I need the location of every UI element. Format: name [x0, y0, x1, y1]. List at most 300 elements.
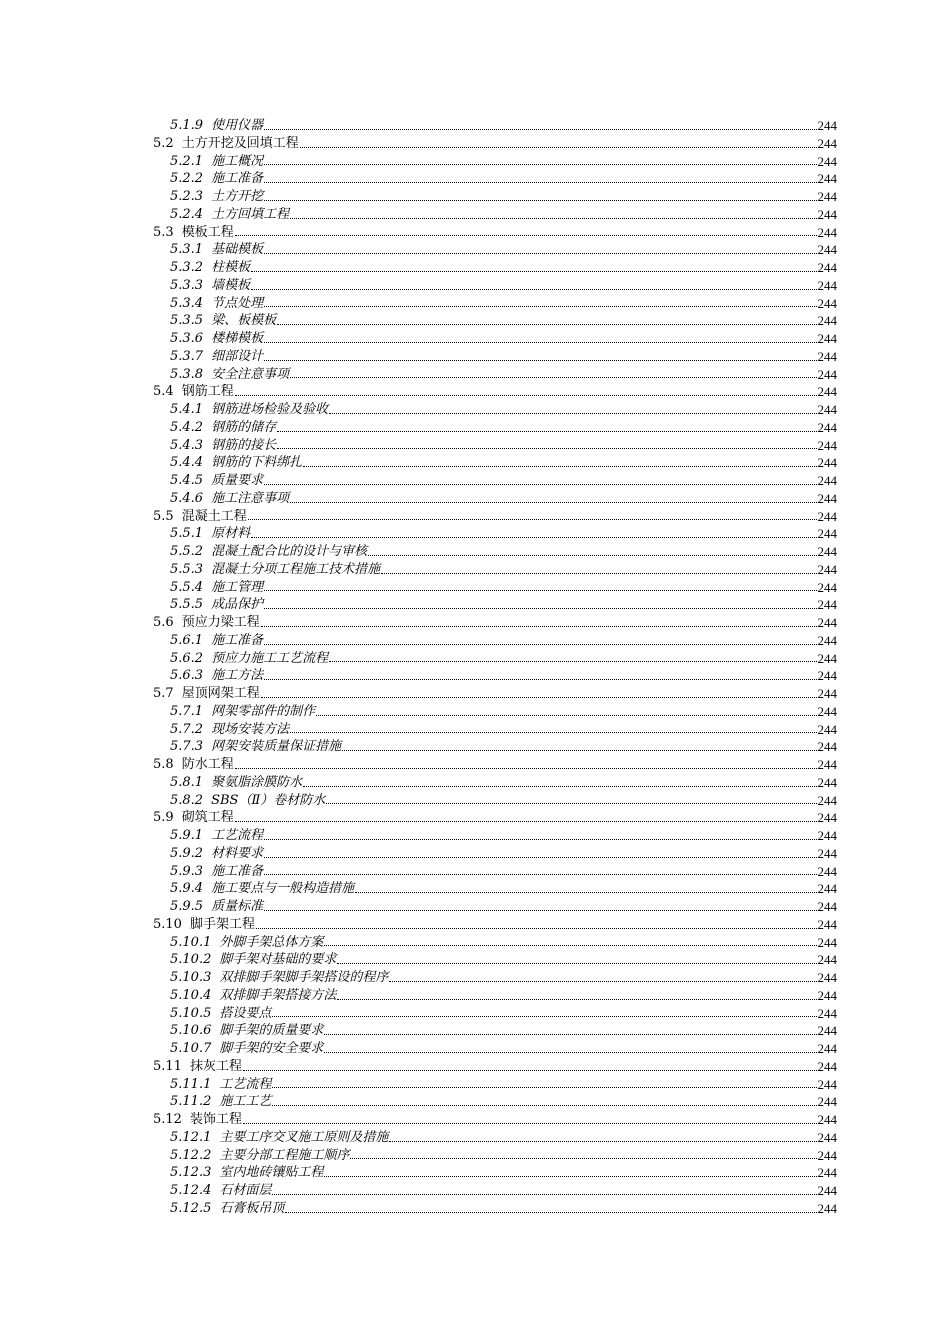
toc-entry-page: 244: [817, 277, 837, 293]
toc-entry-page: 244: [817, 242, 837, 258]
toc-entry[interactable]: [153, 508, 837, 526]
toc-entry-title: 施工管理: [211, 579, 264, 595]
toc-entry-title: 砌筑工程: [181, 810, 234, 826]
toc-entry-title: 石材面层: [219, 1183, 272, 1198]
toc-entry[interactable]: [153, 490, 837, 508]
toc-entry-number: 5.5.5: [170, 597, 204, 613]
dot-leader: [303, 786, 816, 787]
toc-entry[interactable]: [153, 224, 837, 242]
dot-leader: [285, 1212, 816, 1213]
toc-entry[interactable]: [153, 632, 837, 650]
toc-entry-page: 244: [817, 331, 837, 346]
dot-leader: [264, 253, 816, 254]
dot-leader: [324, 1052, 816, 1053]
toc-entry-title: 脚手架工程: [189, 916, 255, 932]
dot-leader: [272, 1087, 816, 1088]
toc-entry-title: 搭设要点: [219, 1005, 272, 1021]
toc-entry[interactable]: [153, 827, 837, 845]
toc-entry[interactable]: [153, 1147, 837, 1165]
toc-entry[interactable]: [153, 1005, 837, 1023]
toc-entry[interactable]: [153, 383, 837, 401]
toc-entry-number: 5.10.3: [170, 970, 212, 985]
toc-entry-page: 244: [817, 1165, 837, 1181]
toc-entry-number: 5.10.5: [170, 1005, 212, 1021]
dot-leader: [235, 235, 817, 236]
toc-entry-title: 现场安装方法: [211, 721, 290, 737]
toc-entry-page: 244: [817, 1094, 837, 1110]
toc-entry-title: SBS（Ⅱ）卷材防水: [211, 792, 326, 808]
toc-entry-page: 244: [817, 1058, 837, 1074]
toc-entry-page: 244: [817, 632, 837, 648]
dot-leader: [381, 573, 816, 574]
toc-entry-title: 脚手架的质量要求: [219, 1023, 324, 1039]
dot-leader: [290, 732, 816, 733]
toc-entry-page: 244: [817, 668, 837, 684]
toc-entry[interactable]: [153, 685, 837, 703]
toc-entry-title: 聚氨脂涂膜防水: [211, 774, 303, 790]
toc-entry[interactable]: [153, 454, 837, 472]
toc-entry-page: 244: [817, 721, 837, 737]
toc-entry-page: 244: [817, 366, 837, 382]
dot-leader: [264, 342, 816, 343]
dot-leader: [368, 555, 816, 556]
dot-leader: [342, 750, 816, 751]
toc-entry-number: 5.3.7: [170, 348, 204, 364]
toc-entry-title: 工艺流程: [211, 828, 264, 843]
toc-entry[interactable]: [153, 543, 837, 561]
toc-entry-title: 混凝土配合比的设计与审核: [211, 544, 368, 559]
dot-leader: [290, 502, 816, 503]
toc-entry-title: 土方开挖: [211, 189, 264, 204]
toc-entry-page: 244: [817, 952, 837, 968]
toc-entry-number: 5.6.3: [170, 668, 204, 684]
toc-entry-title: 施工准备: [211, 863, 264, 879]
toc-entry-number: 5.9.1: [170, 828, 204, 843]
dot-leader: [256, 928, 817, 929]
toc-entry-title: 装饰工程: [189, 1112, 242, 1127]
dot-leader: [329, 413, 816, 414]
dot-leader: [277, 448, 816, 449]
dot-leader: [264, 590, 816, 591]
toc-entry[interactable]: [153, 437, 837, 455]
toc-entry-number: 5.6.2: [170, 650, 204, 666]
dot-leader: [337, 999, 816, 1000]
toc-entry-title: 混凝土分项工程施工技术措施: [211, 561, 381, 577]
toc-entry-title: 防水工程: [181, 757, 234, 772]
toc-entry-page: 244: [817, 171, 837, 187]
toc-entry-number: 5.3.6: [170, 331, 204, 346]
toc-entry[interactable]: [153, 845, 837, 863]
dot-leader: [316, 715, 816, 716]
toc-entry-page: 244: [817, 597, 837, 613]
toc-entry[interactable]: [153, 295, 837, 313]
dot-leader: [251, 537, 816, 538]
toc-entry-number: 5.7: [153, 686, 174, 701]
toc-entry-page: 244: [817, 384, 837, 400]
toc-entry-title: 原材料: [211, 526, 251, 542]
toc-entry-number: 5.3.8: [170, 366, 204, 382]
toc-entry-page: 244: [817, 437, 837, 453]
toc-entry[interactable]: [153, 277, 837, 295]
toc-entry[interactable]: [153, 561, 837, 579]
toc-entry-page: 244: [817, 810, 837, 826]
dot-leader: [235, 395, 817, 396]
dot-leader: [324, 1034, 816, 1035]
toc-entry-number: 5.11.2: [170, 1094, 212, 1110]
toc-entry[interactable]: [153, 525, 837, 543]
dot-leader: [264, 164, 816, 165]
toc-entry-page: 244: [817, 348, 837, 364]
toc-entry-number: 5.11.1: [170, 1076, 212, 1092]
toc-entry-page: 244: [817, 508, 837, 524]
dot-leader: [277, 324, 816, 325]
toc-entry-number: 5.3.4: [170, 295, 204, 311]
toc-entry-number: 5.6.1: [170, 632, 204, 648]
toc-entry[interactable]: [153, 579, 837, 597]
toc-entry-number: 5.7.2: [170, 721, 204, 737]
dot-leader: [264, 839, 816, 840]
toc-entry-title: 钢筋的接长: [211, 437, 277, 453]
dot-leader: [264, 484, 816, 485]
toc-entry-number: 5.4.3: [170, 437, 204, 453]
toc-entry-page: 244: [817, 1005, 837, 1021]
toc-entry-title: 双排脚手架脚手架搭设的程序: [219, 970, 389, 985]
toc-entry-title: 施工方法: [211, 668, 264, 684]
toc-entry[interactable]: [153, 880, 837, 898]
toc-entry[interactable]: [153, 206, 837, 224]
dot-leader: [261, 697, 817, 698]
toc-entry[interactable]: [153, 259, 837, 277]
toc-entry[interactable]: [153, 1111, 837, 1129]
toc-entry-number: 5.1.9: [170, 118, 204, 133]
toc-entry-page: 244: [817, 774, 837, 790]
toc-entry-number: 5.8.1: [170, 774, 204, 790]
toc-entry-title: 预应力施工工艺流程: [211, 650, 329, 666]
toc-entry-number: 5.7.3: [170, 739, 204, 755]
toc-entry[interactable]: [153, 703, 837, 721]
toc-entry-number: 5.5.3: [170, 561, 204, 577]
dot-leader: [355, 892, 816, 893]
toc-entry-page: 244: [817, 881, 837, 897]
toc-entry-number: 5.12: [153, 1112, 182, 1127]
toc-entry[interactable]: [153, 1129, 837, 1147]
toc-entry-title: 双排脚手架搭接方法: [219, 987, 337, 1003]
toc-entry-title: 抹灰工程: [189, 1058, 242, 1074]
toc-entry[interactable]: [153, 1022, 837, 1040]
toc-entry-title: 楼梯模板: [211, 331, 264, 346]
toc-entry-number: 5.4.4: [170, 455, 204, 471]
toc-entry-title: 施工准备: [211, 171, 264, 187]
toc-entry-page: 244: [817, 987, 837, 1003]
toc-entry[interactable]: [153, 330, 837, 348]
toc-entry[interactable]: [153, 934, 837, 952]
toc-entry-title: 外脚手架总体方案: [219, 934, 324, 950]
toc-entry-number: 5.5.4: [170, 579, 204, 595]
dot-leader: [264, 679, 816, 680]
dot-leader: [264, 608, 816, 609]
toc-entry-page: 244: [817, 1183, 837, 1198]
toc-entry[interactable]: [153, 969, 837, 987]
toc-entry-page: 244: [817, 490, 837, 506]
toc-entry-title: 使用仪器: [211, 118, 264, 133]
toc-entry-title: 土方开挖及回填工程: [181, 135, 299, 151]
toc-entry-title: 钢筋工程: [181, 384, 234, 400]
toc-entry-number: 5.4: [153, 384, 174, 400]
toc-entry-number: 5.5.1: [170, 526, 204, 542]
toc-entry-number: 5.12.2: [170, 1147, 212, 1163]
dot-leader: [235, 768, 817, 769]
toc-entry-title: 屋顶网架工程: [181, 686, 260, 701]
toc-entry-page: 244: [817, 561, 837, 577]
toc-entry-title: 脚手架对基础的要求: [219, 952, 337, 968]
toc-entry[interactable]: [153, 898, 837, 916]
dot-leader: [251, 271, 816, 272]
toc-entry-page: 244: [817, 916, 837, 932]
toc-entry[interactable]: [153, 1076, 837, 1094]
toc-entry[interactable]: [153, 366, 837, 384]
toc-entry[interactable]: [153, 1164, 837, 1182]
toc-entry-title: 安全注意事项: [211, 366, 290, 382]
dot-leader: [264, 874, 816, 875]
toc-entry-number: 5.12.3: [170, 1165, 212, 1181]
toc-entry-number: 5.3.5: [170, 313, 204, 329]
toc-entry-number: 5.12.4: [170, 1183, 212, 1198]
toc-entry-number: 5.3.2: [170, 260, 204, 275]
toc-entry-number: 5.3.1: [170, 242, 204, 258]
toc-entry-number: 5.9.2: [170, 845, 204, 861]
dot-leader: [272, 1105, 816, 1106]
dot-leader: [272, 1194, 816, 1195]
toc-entry[interactable]: [153, 1040, 837, 1058]
toc-entry-number: 5.2: [153, 135, 174, 151]
toc-entry-page: 244: [817, 419, 837, 435]
toc-entry-page: 244: [817, 295, 837, 311]
toc-entry-title: 预应力梁工程: [181, 615, 260, 630]
toc-entry-title: 脚手架的安全要求: [219, 1041, 324, 1056]
toc-entry[interactable]: [153, 135, 837, 153]
toc-entry-page: 244: [817, 206, 837, 222]
toc-entry[interactable]: [153, 188, 837, 206]
toc-entry-page: 244: [817, 1076, 837, 1092]
toc-entry-title: 主要分部工程施工顺序: [219, 1147, 350, 1163]
toc-entry[interactable]: [153, 756, 837, 774]
toc-entry-page: 244: [817, 1023, 837, 1039]
toc-entry[interactable]: [153, 721, 837, 739]
toc-entry[interactable]: [153, 1093, 837, 1111]
toc-entry-page: 244: [817, 757, 837, 772]
toc-entry-number: 5.2.4: [170, 206, 204, 222]
toc-entry-number: 5.2.3: [170, 189, 204, 204]
toc-entry-title: 质量要求: [211, 473, 264, 488]
toc-entry-page: 244: [817, 845, 837, 861]
toc-entry-page: 244: [817, 934, 837, 950]
toc-entry-number: 5.7.1: [170, 703, 204, 719]
toc-entry-title: 质量标准: [211, 899, 264, 914]
dot-leader: [235, 821, 817, 822]
toc-entry-page: 244: [817, 260, 837, 275]
toc-entry-page: 244: [817, 970, 837, 985]
toc-entry-page: 244: [817, 899, 837, 914]
dot-leader: [264, 910, 816, 911]
toc-entry-title: 柱模板: [211, 260, 251, 275]
toc-entry-page: 244: [817, 739, 837, 755]
toc-entry[interactable]: [153, 987, 837, 1005]
toc-entry-page: 244: [817, 863, 837, 879]
toc-entry[interactable]: [153, 348, 837, 366]
toc-entry-title: 材料要求: [211, 845, 264, 861]
toc-entry-page: 244: [817, 153, 837, 169]
toc-entry-number: 5.4.5: [170, 473, 204, 488]
toc-entry[interactable]: [153, 650, 837, 668]
toc-entry[interactable]: [153, 738, 837, 756]
toc-entry-number: 5.10.7: [170, 1041, 212, 1056]
toc-entry[interactable]: [153, 401, 837, 419]
toc-entry-page: 244: [817, 1129, 837, 1145]
dot-leader: [300, 147, 817, 148]
toc-entry-number: 5.9.3: [170, 863, 204, 879]
toc-entry-number: 5.4.2: [170, 419, 204, 435]
toc-entry-title: 网架零部件的制作: [211, 703, 316, 719]
dot-leader: [248, 519, 817, 520]
toc-entry[interactable]: [153, 1058, 837, 1076]
toc-entry[interactable]: [153, 153, 837, 171]
toc-entry-page: 244: [817, 135, 837, 151]
toc-entry-title: 主要工序交叉施工原则及措施: [219, 1129, 389, 1145]
toc-entry-title: 网架安装质量保证措施: [211, 739, 342, 755]
toc-entry-number: 5.8: [153, 757, 174, 772]
toc-entry[interactable]: [153, 1182, 837, 1200]
toc-entry[interactable]: [153, 614, 837, 632]
dot-leader: [261, 626, 817, 627]
toc-entry-number: 5.5.2: [170, 544, 204, 559]
toc-entry-number: 5.4.1: [170, 402, 204, 417]
toc-entry-title: 模板工程: [181, 224, 234, 240]
toc-entry-page: 244: [817, 1041, 837, 1056]
toc-entry-page: 244: [817, 1112, 837, 1127]
toc-entry-number: 5.11: [153, 1058, 182, 1074]
dot-leader: [389, 981, 816, 982]
toc-entry[interactable]: [153, 117, 837, 135]
toc-entry-title: 土方回填工程: [211, 206, 290, 222]
toc-entry[interactable]: [153, 1200, 837, 1218]
toc-entry-title: 工艺流程: [219, 1076, 272, 1092]
toc-entry-number: 5.12.1: [170, 1129, 212, 1145]
dot-leader: [264, 182, 816, 183]
toc-entry-number: 5.9.5: [170, 899, 204, 914]
toc-entry-title: 钢筋的下料绑扎: [211, 455, 303, 471]
toc-entry[interactable]: [153, 472, 837, 490]
toc-entry[interactable]: [153, 170, 837, 188]
toc-entry-page: 244: [817, 473, 837, 488]
toc-entry-title: 混凝土工程: [181, 508, 247, 524]
toc-entry-page: 244: [817, 650, 837, 666]
toc-entry[interactable]: [153, 792, 837, 810]
dot-leader: [264, 360, 816, 361]
toc-entry[interactable]: [153, 596, 837, 614]
dot-leader: [264, 200, 816, 201]
toc-entry-page: 244: [817, 828, 837, 843]
toc-entry-page: 244: [817, 1200, 837, 1216]
dot-leader: [290, 218, 816, 219]
toc-entry-number: 5.10.6: [170, 1023, 212, 1039]
toc-entry-number: 5.2.2: [170, 171, 204, 187]
dot-leader: [303, 466, 816, 467]
dot-leader: [243, 1070, 817, 1071]
toc-entry-page: 244: [817, 313, 837, 329]
toc-entry[interactable]: [153, 809, 837, 827]
dot-leader: [264, 644, 816, 645]
toc-entry-page: 244: [817, 615, 837, 630]
toc-entry-page: 244: [817, 224, 837, 240]
toc-entry-number: 5.6: [153, 615, 174, 630]
toc-entry-number: 5.3.3: [170, 277, 204, 293]
toc-entry-number: 5.3: [153, 224, 174, 240]
toc-entry-number: 5.10.2: [170, 952, 212, 968]
toc-entry-title: 室内地砖镶贴工程: [219, 1165, 324, 1181]
dot-leader: [264, 129, 816, 130]
table-of-contents: [153, 117, 837, 1218]
toc-entry-title: 梁、板模板: [211, 313, 277, 329]
toc-entry-number: 5.5: [153, 508, 174, 524]
toc-entry-number: 5.4.6: [170, 490, 204, 506]
toc-entry-number: 5.10: [153, 916, 182, 932]
dot-leader: [324, 945, 816, 946]
dot-leader: [264, 306, 816, 307]
toc-entry-title: 石膏板吊顶: [219, 1200, 285, 1216]
dot-leader: [326, 803, 816, 804]
toc-entry-page: 244: [817, 792, 837, 808]
dot-leader: [264, 857, 816, 858]
toc-entry-page: 244: [817, 118, 837, 133]
toc-entry[interactable]: [153, 774, 837, 792]
toc-entry-page: 244: [817, 455, 837, 471]
toc-entry-title: 钢筋进场检验及验收: [211, 402, 329, 417]
dot-leader: [337, 963, 816, 964]
dot-leader: [389, 1141, 816, 1142]
toc-entry[interactable]: [153, 241, 837, 259]
toc-entry-number: 5.9: [153, 810, 174, 826]
toc-entry[interactable]: [153, 667, 837, 685]
toc-entry-page: 244: [817, 703, 837, 719]
toc-entry[interactable]: [153, 863, 837, 881]
toc-entry-title: 节点处理: [211, 295, 264, 311]
toc-entry-title: 施工概况: [211, 153, 264, 169]
toc-entry[interactable]: [153, 916, 837, 934]
toc-entry-title: 墙模板: [211, 277, 251, 293]
toc-entry-title: 施工准备: [211, 632, 264, 648]
toc-entry-title: 施工要点与一般构造措施: [211, 881, 355, 897]
toc-entry-page: 244: [817, 1147, 837, 1163]
toc-entry-title: 钢筋的储存: [211, 419, 277, 435]
toc-entry[interactable]: [153, 312, 837, 330]
dot-leader: [350, 1158, 816, 1159]
toc-entry[interactable]: [153, 951, 837, 969]
toc-entry[interactable]: [153, 419, 837, 437]
toc-entry-number: 5.2.1: [170, 153, 204, 169]
toc-entry-page: 244: [817, 579, 837, 595]
dot-leader: [251, 289, 816, 290]
toc-entry-page: 244: [817, 189, 837, 204]
toc-entry-number: 5.12.5: [170, 1200, 212, 1216]
toc-entry-page: 244: [817, 526, 837, 542]
toc-entry-number: 5.10.4: [170, 987, 212, 1003]
toc-entry-number: 5.10.1: [170, 934, 212, 950]
toc-entry-title: 施工注意事项: [211, 490, 290, 506]
toc-entry-title: 成品保护: [211, 597, 264, 613]
toc-entry-title: 基础模板: [211, 242, 264, 258]
dot-leader: [290, 377, 816, 378]
toc-entry-page: 244: [817, 686, 837, 701]
